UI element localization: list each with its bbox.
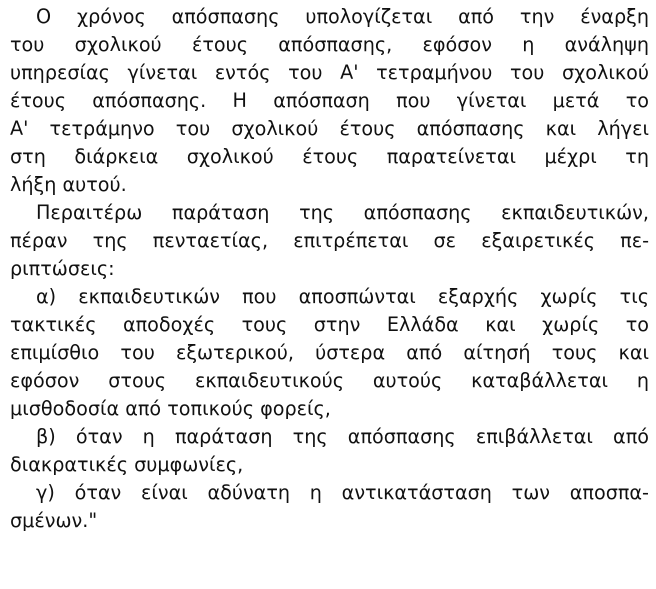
text-line: μισθοδοσία από τοπικούς φορείς, xyxy=(10,399,331,420)
text-line: ριπτώσεις: xyxy=(10,259,115,280)
text-line: α) εκπαιδευτικών που αποσπώνται εξαρχής χωρίς τις xyxy=(36,287,649,308)
text-line: υπηρεσίας γίνεται εντός του Α' τετραμήνου του σχολικού xyxy=(10,63,649,84)
text-line: έτους απόσπασης. Η απόσπαση που γίνεται μετά το xyxy=(10,91,649,112)
text-line: διακρατικές συμφωνίες, xyxy=(10,455,244,476)
text-line: στη διάρκεια σχολικού έτους παρατείνεται μέχρι τη xyxy=(10,147,649,168)
text-line: Περαιτέρω παράταση της απόσπασης εκπαιδευτικών, xyxy=(36,203,649,224)
text-line: Α' τετράμηνο του σχολικού έτους απόσπασης και λήγει xyxy=(10,119,649,140)
text-line: λήξη αυτού. xyxy=(10,175,127,196)
text-line: τακτικές αποδοχές τους στην Ελλάδα και χωρίς το xyxy=(10,315,649,336)
text-line: επιμίσθιο του εξωτερικού, ύστερα από αίτησή τους και xyxy=(10,343,649,364)
text-line: Ο χρόνος απόσπασης υπολογίζεται από την έναρξη xyxy=(36,7,649,28)
text-line: γ) όταν είναι αδύνατη η αντικατάσταση των αποσπα- xyxy=(36,483,649,504)
text-line: εφόσον στους εκπαιδευτικούς αυτούς καταβάλλεται η xyxy=(10,371,649,392)
text-line: πέραν της πενταετίας, επιτρέπεται σε εξαιρετικές πε- xyxy=(10,231,649,252)
text-line: σμένων." xyxy=(10,511,98,532)
text-line: β) όταν η παράταση της απόσπασης επιβάλλεται από xyxy=(36,427,649,448)
text-line: του σχολικού έτους απόσπασης, εφόσον η ανάληψη xyxy=(10,35,649,56)
